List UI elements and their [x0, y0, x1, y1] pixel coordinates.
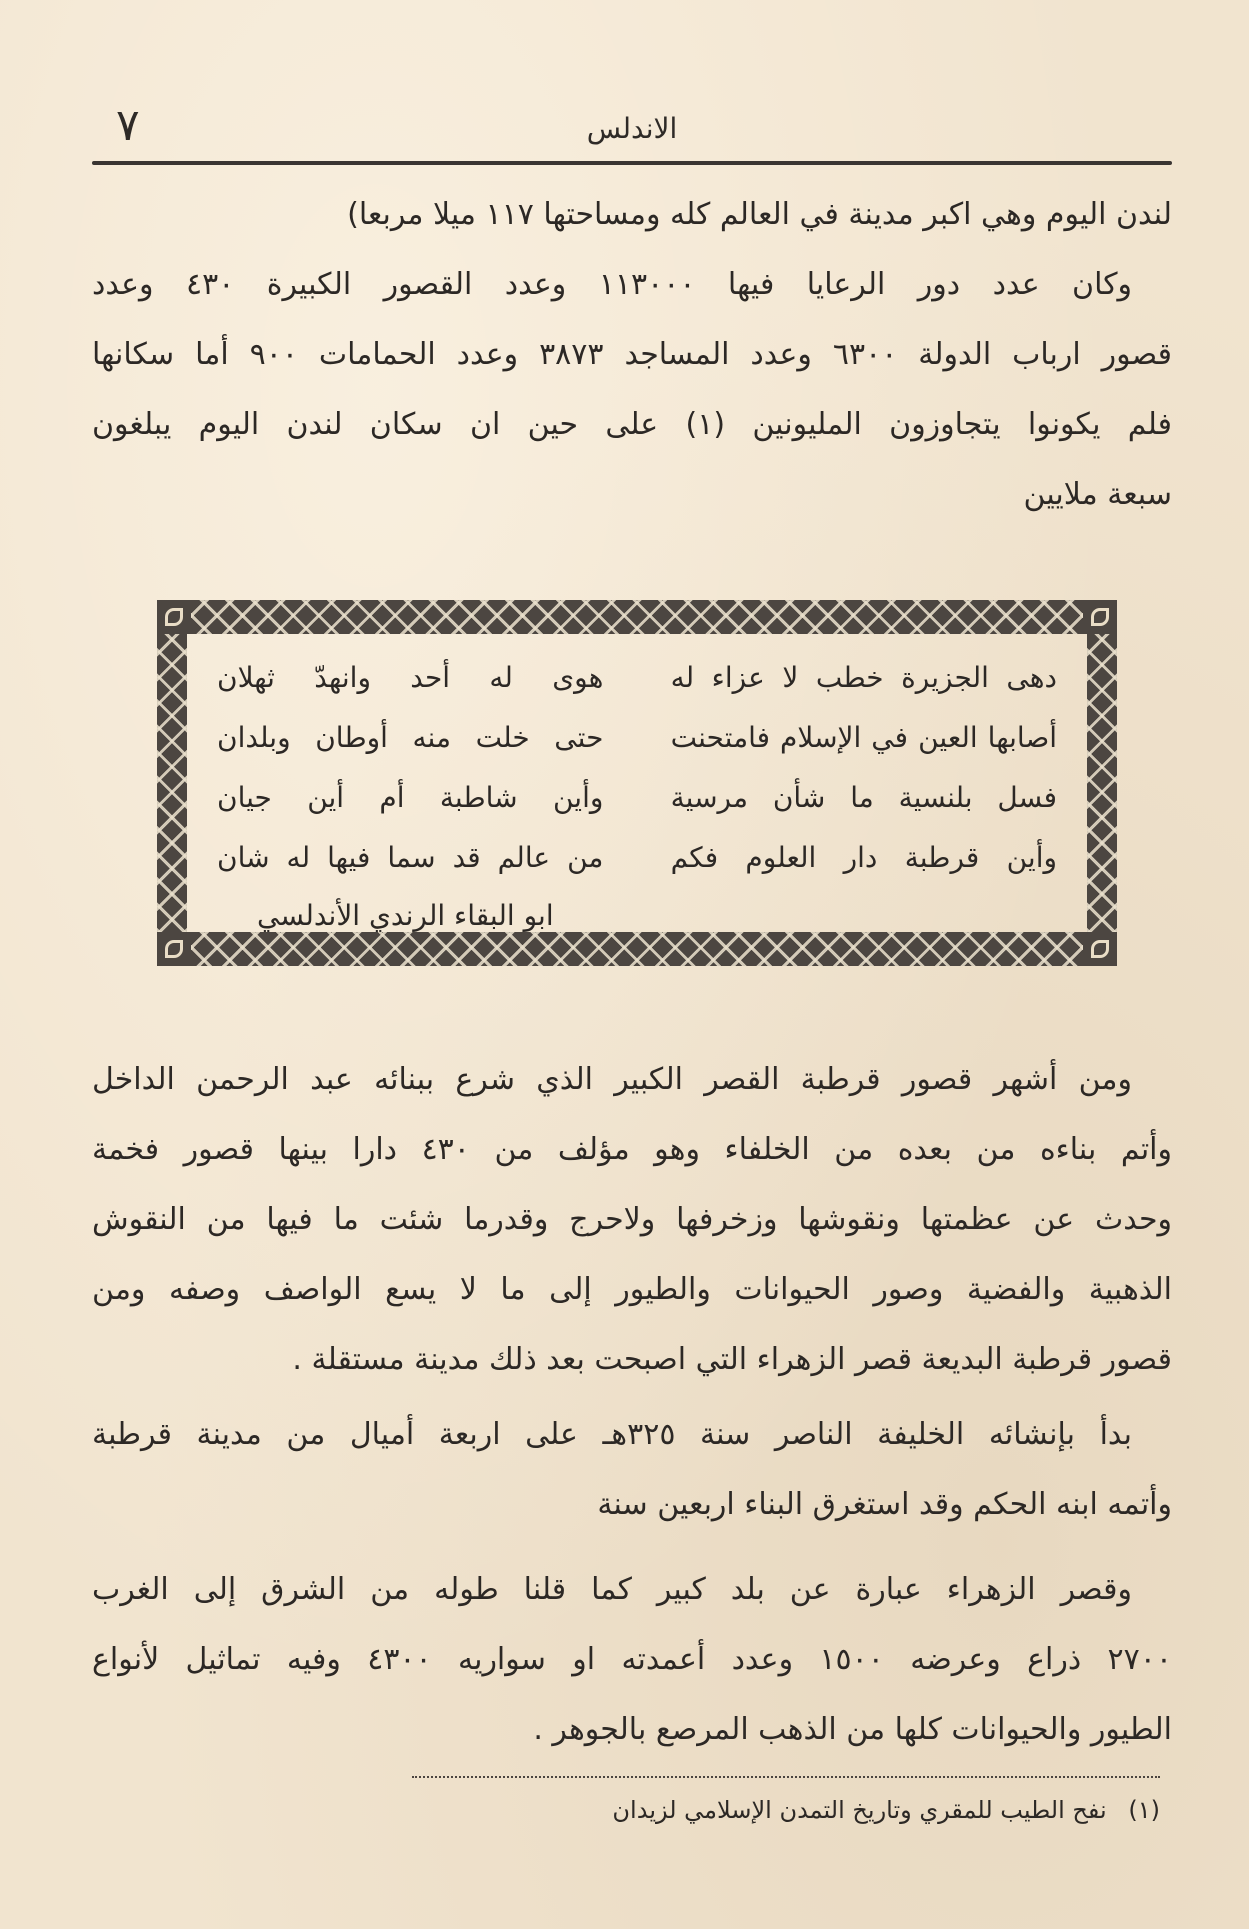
- text-line: سبعة ملايين: [1023, 477, 1172, 512]
- hemistich-second: من عالم قد سما فيها له شان: [217, 841, 604, 874]
- page-number: ٧: [116, 100, 140, 151]
- text-line: وأتمه ابنه الحكم وقد استغرق البناء اربعين سنة: [597, 1487, 1172, 1522]
- poem-frame: [157, 600, 1117, 966]
- text-line: فلم يكونوا يتجاوزون المليونين (١) على حين ان سكان لندن اليوم يبلغون: [92, 407, 1172, 442]
- corner-ornament-icon: [1083, 932, 1117, 966]
- verse: [217, 708, 1057, 768]
- ornamental-border-right: [1087, 634, 1117, 932]
- hemistich-first: دهى الجزيرة خطب لا عزاء له: [670, 661, 1057, 694]
- running-title: الاندلس: [586, 112, 678, 145]
- text-line: قصور قرطبة البديعة قصر الزهراء التي اصبحت بعد ذلك مدينة مستقلة .: [292, 1342, 1172, 1377]
- text-line: ٢٧٠٠ ذراع وعرضه ١٥٠٠ وعدد أعمدته او سواريه ٤٣٠٠ وفيه تماثيل لأنواع: [92, 1642, 1172, 1677]
- hemistich-first: وأين قرطبة دار العلوم فكم: [670, 841, 1057, 874]
- paragraph-3: [92, 1400, 1172, 1540]
- hemistich-second: وأين شاطبة أم أين جيان: [217, 781, 604, 814]
- paragraph-2: [92, 1045, 1172, 1395]
- hemistich-second: حتى خلت منه أوطان وبلدان: [217, 721, 604, 754]
- footnote: [412, 1790, 1160, 1830]
- text-line: الذهبية والفضية وصور الحيوانات والطيور إلى ما لا يسع الواصف وصفه ومن: [92, 1272, 1172, 1307]
- text-line: ومن أشهر قصور قرطبة القصر الكبير الذي شرع ببنائه عبد الرحمن الداخل: [92, 1062, 1132, 1097]
- footnote-mark: (١): [1128, 1796, 1160, 1824]
- text-line: لندن اليوم وهي اكبر مدينة في العالم كله ومساحتها ١١٧ ميلا مربعا): [347, 197, 1172, 232]
- text-line: الطيور والحيوانات كلها من الذهب المرصع بالجوهر .: [533, 1712, 1172, 1747]
- text-line: وكان عدد دور الرعايا فيها ١١٣٠٠٠ وعدد القصور الكبيرة ٤٣٠ وعدد: [92, 267, 1133, 302]
- hemistich-second: هوى له أحد وانهدّ ثهلان: [217, 661, 604, 694]
- text-line: وقصر الزهراء عبارة عن بلد كبير كما قلنا طوله من الشرق إلى الغرب: [92, 1572, 1132, 1607]
- header-rule: [92, 161, 1172, 165]
- hemistich-first: فسل بلنسية ما شأن مرسية: [670, 781, 1057, 814]
- verse: [217, 828, 1057, 888]
- corner-ornament-icon: [157, 600, 191, 634]
- footnote-text: نفح الطيب للمقري وتاريخ التمدن الإسلامي لزيدان: [612, 1796, 1107, 1824]
- text-line: وأتم بناءه من بعده من الخلفاء وهو مؤلف من ٤٣٠ دارا بينها قصور فخمة: [92, 1132, 1172, 1167]
- verse: [217, 648, 1057, 708]
- paragraph-1: [92, 180, 1172, 530]
- poem: [217, 648, 1057, 944]
- text-line: وحدث عن عظمتها ونقوشها وزخرفها ولاحرج وقدرما شئت ما فيها من النقوش: [92, 1202, 1172, 1237]
- ornamental-border-top: [157, 600, 1117, 634]
- poet-attribution: ابو البقاء الرندي الأندلسي: [257, 899, 554, 932]
- text-line: بدأ بإنشائه الخليفة الناصر سنة ٣٢٥هـ على اربعة أميال من مدينة قرطبة: [92, 1417, 1132, 1452]
- hemistich-first: أصابها العين في الإسلام فامتحنت: [670, 721, 1057, 754]
- ornamental-border-left: [157, 634, 187, 932]
- verse: [217, 768, 1057, 828]
- text-line: قصور ارباب الدولة ٦٣٠٠ وعدد المساجد ٣٨٧٣ وعدد الحمامات ٩٠٠ أما سكانها: [92, 337, 1172, 372]
- corner-ornament-icon: [157, 932, 191, 966]
- page-header: [92, 100, 1172, 160]
- corner-ornament-icon: [1083, 600, 1117, 634]
- paragraph-4: [92, 1555, 1172, 1765]
- footnote-separator: [412, 1776, 1160, 1778]
